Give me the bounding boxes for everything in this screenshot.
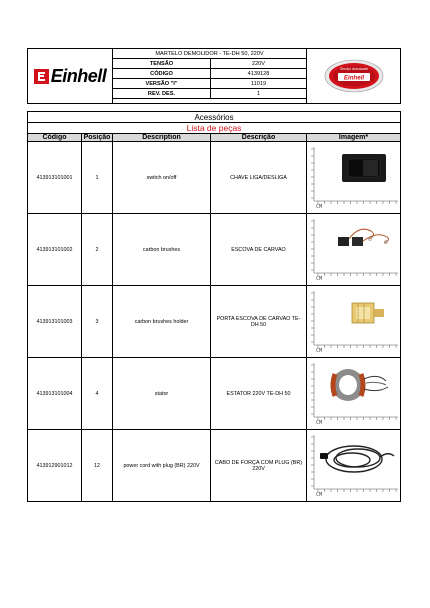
field-value: 220V	[211, 59, 307, 69]
badge-brand: Einhell	[343, 74, 364, 82]
part-code: 413912901012	[28, 430, 82, 502]
ruler-label: CM	[315, 275, 322, 282]
badge-top-text: Serviço Autorizado	[339, 67, 368, 71]
col-header-imagem: Imagem*	[307, 134, 401, 142]
brand-name: Einhell	[50, 65, 107, 86]
part-description-en: stator	[113, 358, 211, 430]
einhell-logo-icon	[34, 69, 49, 84]
table-row	[28, 214, 401, 286]
product-title: MARTELO DEMOLIDOR - TE-DH 50, 220V	[113, 49, 307, 59]
table-row	[28, 358, 401, 430]
table-row	[28, 142, 401, 214]
cord-photo-icon	[308, 433, 400, 499]
part-description-en: power cord with plug (BR) 220V	[113, 430, 211, 502]
part-code: 413913101004	[28, 358, 82, 430]
part-description-pt: ESCOVA DE CARVAO	[211, 214, 307, 286]
part-description-en: carbon brushes holder	[113, 286, 211, 358]
part-image	[307, 142, 401, 214]
field-label: VERSÃO "I"	[113, 79, 211, 89]
field-value: 11019	[211, 79, 307, 89]
ruler-label: CM	[315, 203, 322, 210]
service-badge	[307, 49, 401, 104]
col-header-codigo: Código	[28, 134, 82, 142]
part-image	[307, 430, 401, 502]
part-description-pt: CHAVE LIGA/DESLIGA	[211, 142, 307, 214]
table-row	[28, 430, 401, 502]
part-position: 1	[82, 142, 113, 214]
part-code: 413913101002	[28, 214, 82, 286]
part-image	[307, 214, 401, 286]
table-row	[28, 286, 401, 358]
section-title: Acessórios	[28, 112, 401, 123]
brushes-photo-icon	[308, 217, 400, 283]
col-header-descricao: Descrição	[211, 134, 307, 142]
part-position: 12	[82, 430, 113, 502]
field-label: REV. DES.	[113, 89, 211, 99]
brand-logo	[28, 49, 113, 104]
part-image	[307, 286, 401, 358]
part-description-pt: CABO DE FORÇA COM PLUG (BR) 220V	[211, 430, 307, 502]
parts-sheet	[27, 48, 400, 502]
part-description-pt: PORTA ESCOVA DE CARVAO TE-DH 50	[211, 286, 307, 358]
parts-table	[27, 111, 401, 502]
list-title: Lista de peças	[28, 123, 401, 134]
part-description-pt: ESTATOR 220V TE-DH 50	[211, 358, 307, 430]
ruler-label: CM	[315, 347, 322, 354]
stator-photo-icon	[308, 361, 400, 427]
part-code: 413913101003	[28, 286, 82, 358]
field-label: CÓDIGO	[113, 69, 211, 79]
header-table	[27, 48, 401, 104]
part-position: 3	[82, 286, 113, 358]
part-position: 2	[82, 214, 113, 286]
part-description-en: carbon brushes	[113, 214, 211, 286]
field-value: 1	[211, 89, 307, 99]
field-label: TENSÃO	[113, 59, 211, 69]
col-header-posicao: Posição	[82, 134, 113, 142]
switch-photo-icon	[308, 145, 400, 211]
part-image	[307, 358, 401, 430]
part-code: 413913101001	[28, 142, 82, 214]
part-description-en: switch on/off	[113, 142, 211, 214]
field-value: 4139128	[211, 69, 307, 79]
part-position: 4	[82, 358, 113, 430]
col-header-description: Description	[113, 134, 211, 142]
ruler-label: CM	[315, 419, 322, 426]
holder-photo-icon	[308, 289, 400, 355]
ruler-label: CM	[315, 491, 322, 498]
authorized-service-badge-icon	[323, 58, 385, 94]
